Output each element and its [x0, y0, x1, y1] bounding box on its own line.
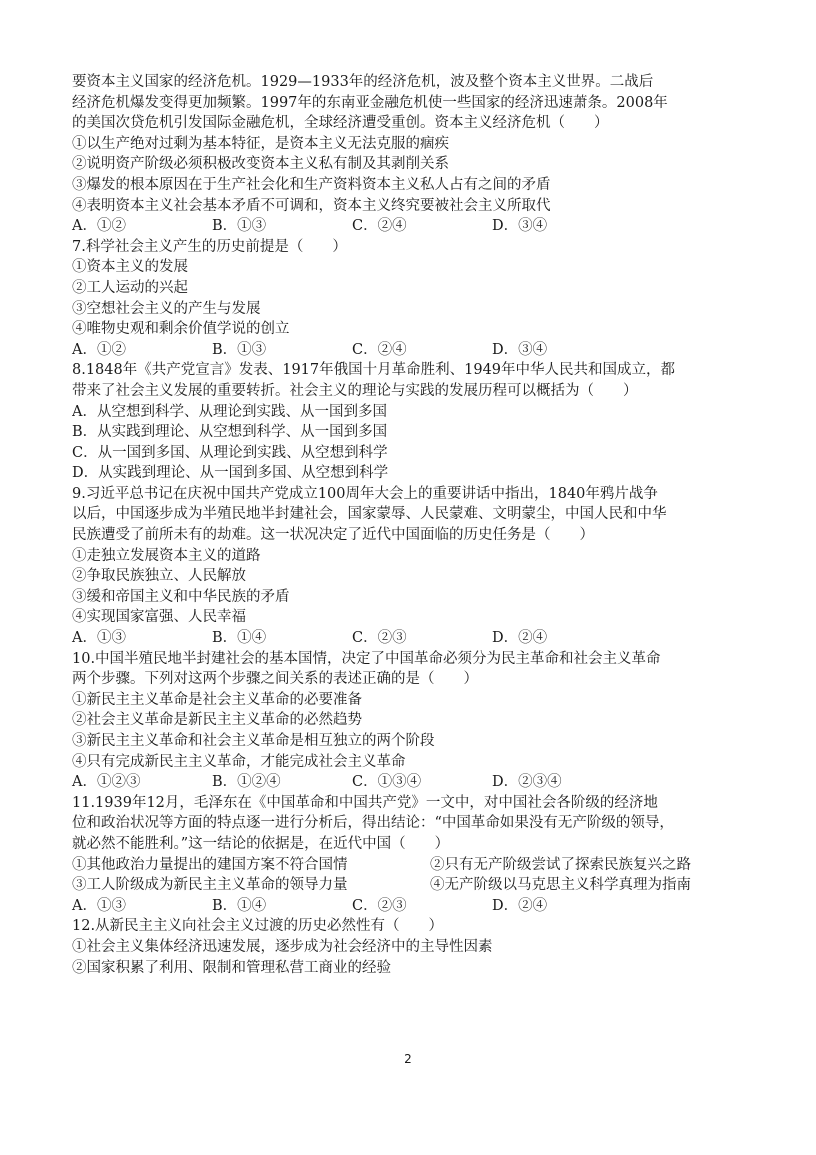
- option-b: B．①③: [212, 218, 267, 235]
- statement-item: ④表明资本主义社会基本矛盾不可调和，资本主义终究要被社会主义所取代: [72, 197, 551, 214]
- option-c: C．②④: [352, 218, 407, 235]
- statement-item: ②国家积累了利用、限制和管理私营工商业的经验: [72, 959, 391, 976]
- statement-item: ②工人运动的兴起: [72, 279, 188, 296]
- option-b: B．①④: [212, 897, 267, 914]
- option-d: D．②③④: [492, 774, 562, 791]
- option-c: C．②④: [352, 341, 407, 358]
- answer-options: [72, 772, 742, 793]
- exam-page: [72, 72, 742, 978]
- question-stem-line: 要资本主义国家的经济危机。1929—1933年的经济危机，波及整个资本主义世界。二战后: [72, 74, 654, 90]
- question-stem-line: 民族遭受了前所未有的劫难。这一状况决定了近代中国面临的历史任务是（ ）: [72, 527, 594, 544]
- answer-options: [72, 628, 742, 649]
- statement-item: ①资本主义的发展: [72, 259, 188, 276]
- statement-item: ②说明资产阶级必须积极改变资本主义私有制及其剥削关系: [72, 156, 449, 173]
- question-7: [72, 237, 742, 361]
- question-stem-line: 10.中国半殖民地半封建社会的基本国情，决定了中国革命必须分为民主革命和社会主义革命: [72, 650, 661, 667]
- statement-item: ②社会主义革命是新民主主义革命的必然趋势: [72, 712, 362, 729]
- option-d: D．③④: [492, 341, 548, 358]
- statement-row: [72, 875, 742, 896]
- question-stem-line: 8.1848年《共产党宣言》发表、1917年俄国十月革命胜利、1949年中华人民共和国成立，都: [72, 362, 676, 379]
- statement-item: ④无产阶级以马克思主义科学真理为指南: [430, 877, 691, 894]
- statement-item: ①新民主主义革命是社会主义革命的必要准备: [72, 691, 362, 708]
- statement-item: ①社会主义集体经济迅速发展，逐步成为社会经济中的主导性因素: [72, 938, 493, 955]
- question-stem-line: 带来了社会主义发展的重要转折。社会主义的理论与实践的发展历程可以概括为（ ）: [72, 382, 638, 399]
- question-10: [72, 649, 742, 793]
- question-stem-line: 以后，中国逐步成为半殖民地半封建社会，国家蒙辱、人民蒙难、文明蒙尘，中国人民和中华: [72, 506, 667, 523]
- question-stem-line: 12.从新民主主义向社会主义过渡的历史必然性有（ ）: [72, 918, 444, 935]
- statement-item: ③爆发的根本原因在于生产社会化和生产资料资本主义私人占有之间的矛盾: [72, 176, 551, 193]
- answer-option: D．从实践到理论、从一国到多国、从空想到科学: [72, 465, 389, 482]
- question-8: [72, 360, 742, 484]
- statement-item: ①其他政治力量提出的建国方案不符合国情: [72, 856, 348, 873]
- option-c: C．②③: [352, 897, 407, 914]
- statement-item: ②只有无产阶级尝试了探索民族复兴之路: [430, 856, 691, 873]
- statement-item: ④实现国家富强、人民幸福: [72, 609, 246, 626]
- question-6: [72, 72, 742, 237]
- statement-item: ③缓和帝国主义和中华民族的矛盾: [72, 588, 290, 605]
- option-a: A．①③: [72, 630, 126, 647]
- page-number: 2: [404, 1052, 412, 1066]
- option-b: B．①③: [212, 341, 267, 358]
- statement-item: ①走独立发展资本主义的道路: [72, 547, 261, 564]
- statement-item: ④只有完成新民主主义革命，才能完成社会主义革命: [72, 753, 406, 770]
- question-stem-line: 的美国次贷危机引发国际金融危机，全球经济遭受重创。资本主义经济危机（ ）: [72, 115, 609, 132]
- statement-item: ③空想社会主义的产生与发展: [72, 300, 261, 317]
- option-b: B．①④: [212, 630, 267, 647]
- option-a: A．①③: [72, 897, 126, 914]
- question-stem-line: 11.1939年12月，毛泽东在《中国革命和中国共产党》一文中，对中国社会各阶级的经济地: [72, 794, 658, 811]
- statement-item: ①以生产绝对过剩为基本特征，是资本主义无法克服的痼疾: [72, 135, 449, 152]
- question-stem-line: 9.习近平总书记在庆祝中国共产党成立100周年大会上的重要讲话中指出，1840年鸦片战争: [72, 485, 658, 502]
- question-stem-line: 位和政治状况等方面的特点逐一进行分析后，得出结论：“中国革命如果没有无产阶级的领导，: [72, 815, 674, 832]
- question-stem-line: 两个步骤。下列对这两个步骤之间关系的表述正确的是（ ）: [72, 671, 478, 688]
- statement-item: ④唯物史观和剩余价值学说的创立: [72, 321, 290, 338]
- option-c: C．②③: [352, 630, 407, 647]
- answer-options: [72, 216, 742, 237]
- answer-options: [72, 896, 742, 917]
- option-c: C．①③④: [352, 774, 422, 791]
- option-b: B．①②④: [212, 774, 281, 791]
- option-d: D．②④: [492, 630, 548, 647]
- option-a: A．①②: [72, 341, 126, 358]
- answer-options: [72, 340, 742, 361]
- question-stem-line: 就必然不能胜利。”这一结论的依据是，在近代中国（ ）: [72, 835, 450, 852]
- answer-option: C．从一国到多国、从理论到实践、从空想到科学: [72, 444, 388, 461]
- statement-row: [72, 855, 742, 876]
- option-a: A．①②: [72, 218, 126, 235]
- statement-item: ②争取民族独立、人民解放: [72, 568, 246, 585]
- option-d: D．②④: [492, 897, 548, 914]
- question-11: [72, 793, 742, 917]
- statement-item: ③工人阶级成为新民主主义革命的领导力量: [72, 877, 348, 894]
- question-9: [72, 484, 742, 649]
- option-a: A．①②③: [72, 774, 141, 791]
- question-12: [72, 916, 742, 978]
- answer-option: B．从实践到理论、从空想到科学、从一国到多国: [72, 424, 388, 441]
- question-stem-line: 经济危机爆发变得更加频繁。1997年的东南亚金融危机使一些国家的经济迅速萧条。2008年: [72, 94, 668, 111]
- question-stem-line: 7.科学社会主义产生的历史前提是（ ）: [72, 238, 347, 255]
- answer-option: A．从空想到科学、从理论到实践、从一国到多国: [72, 403, 387, 420]
- statement-item: ③新民主主义革命和社会主义革命是相互独立的两个阶段: [72, 733, 435, 749]
- option-d: D．③④: [492, 218, 548, 235]
